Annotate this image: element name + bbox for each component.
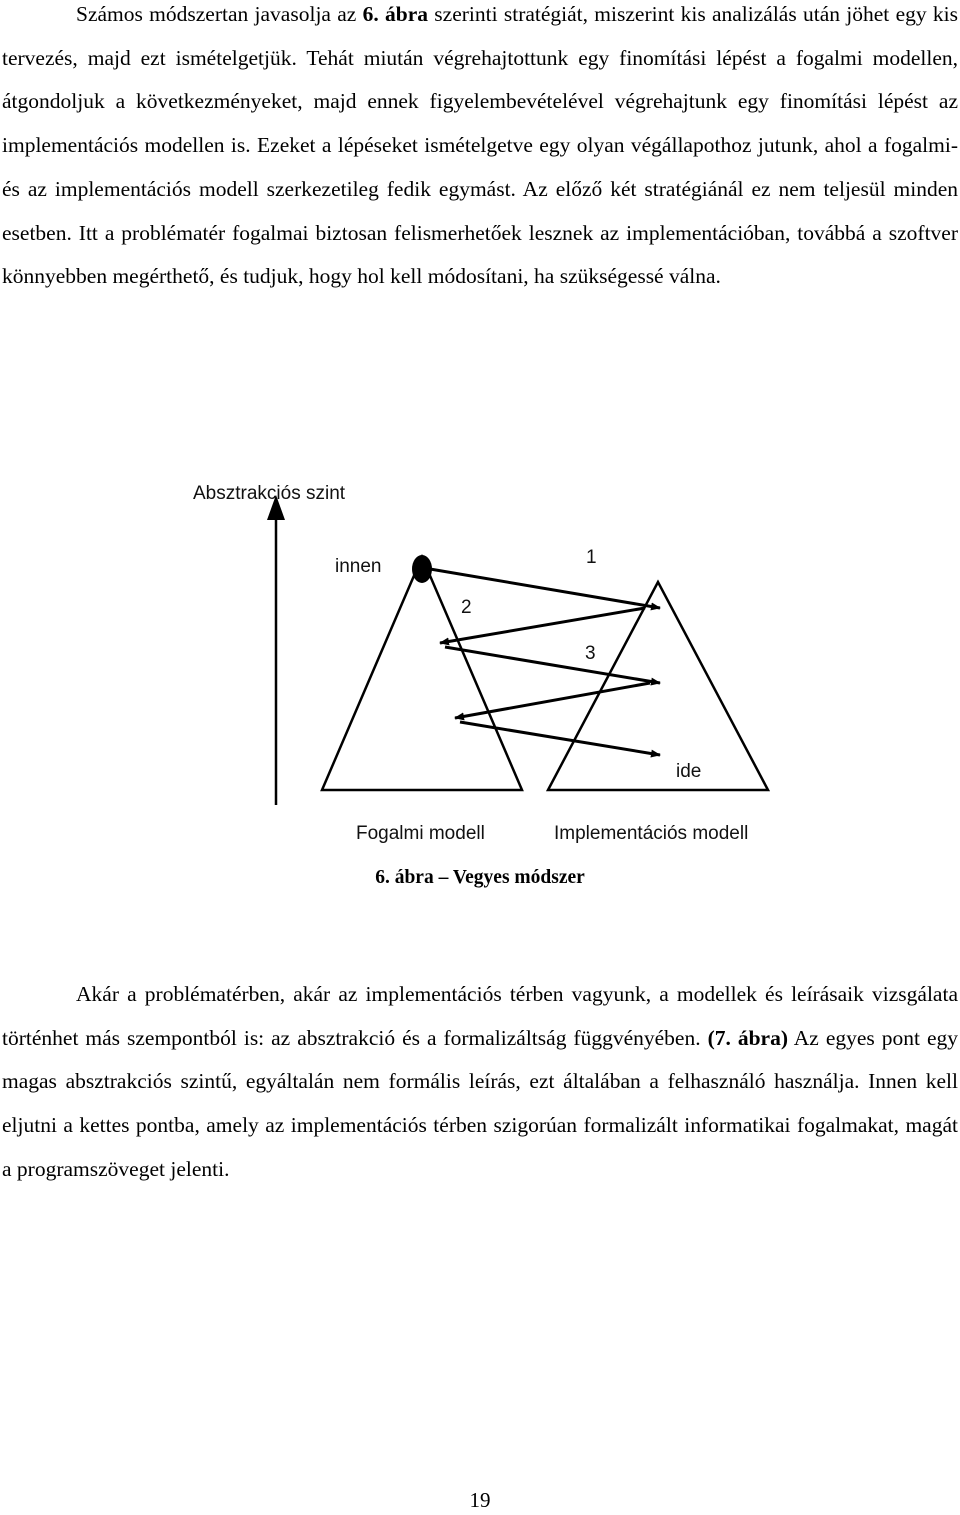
axis-label: Absztrakciós szint xyxy=(193,483,346,504)
start-point xyxy=(412,555,432,583)
figure-reference: (7. ábra) xyxy=(707,1025,788,1050)
step-label-2: 2 xyxy=(461,597,472,618)
start-label: innen xyxy=(335,556,382,577)
paragraph-1-seg-2: szerinti stratégiát, miszerint kis analizálás után jöhet egy kis tervezés, majd ezt ismételgetjük. Tehát miután végrehajtottunk egy finomítási lépést a fogalmi modellen, átgondoljuk a következményeket, majd ennek figyelembevételével végrehajtunk egy finomítási lépést az implementációs modellen is. Ezeket a lépéseket ismételgetve egy olyan végállapothoz jutunk, ahol a fogalmi- és az implementációs modell szerkezetileg fedik egymást. Az előző két stratégiánál ez nem teljesül minden esetben. Itt a problématér fogalmai biztosan felismerhetőek lesznek az implementációban, továbbá a szoftver könnyebben megérthető, és tudjuk, hogy hol kell módosítani, ha szükségessé válna. xyxy=(2,2,958,289)
arrow-step-5 xyxy=(460,722,660,755)
step-label-3: 3 xyxy=(585,643,596,664)
paragraph-1-seg-0: Számos módszertan javasolja az xyxy=(76,2,363,26)
implementation-model-triangle xyxy=(548,582,768,790)
paragraph-1 xyxy=(2,0,958,299)
conceptual-model-label: Fogalmi modell xyxy=(356,823,485,844)
arrow-step-3 xyxy=(445,647,660,683)
step-label-1: 1 xyxy=(586,547,597,568)
conceptual-model-triangle xyxy=(322,557,522,790)
abstraction-axis xyxy=(267,495,285,805)
figure-caption: 6. ábra – Vegyes módszer xyxy=(375,867,585,888)
paragraph-2-seg-0: Akár a problématérben, akár az implementációs térben vagyunk, a modellek és leírásaik vizsgálata történhet más szempontból is: az absztrakció és a formalizáltság függvényében. xyxy=(2,982,958,1050)
paragraph-2 xyxy=(2,973,958,1192)
page-number: 19 xyxy=(469,1488,491,1512)
figure-mixed-method xyxy=(0,465,960,855)
paragraph-2-seg-2: Az egyes pont egy magas absztrakciós szintű, egyáltalán nem formális leírás, ezt általában a felhasználó használja. Innen kell eljutni a kettes pontba, amely az implementációs térben szigorúan formalizált informatikai fogalmakat, magát a programszöveget jelenti. xyxy=(2,1025,958,1181)
end-label: ide xyxy=(676,761,702,782)
implementation-model-label: Implementációs modell xyxy=(554,823,749,844)
figure-reference: 6. ábra xyxy=(362,2,429,26)
